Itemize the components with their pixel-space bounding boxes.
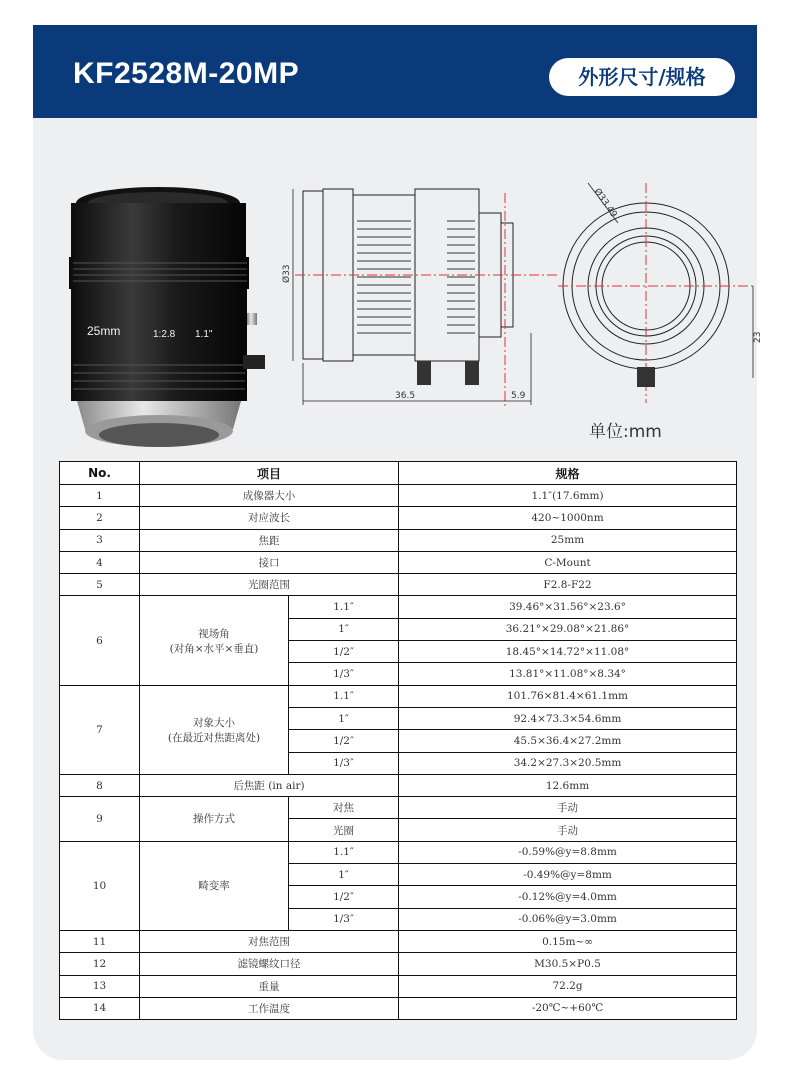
table-header-row [60,462,737,485]
row-spec: 13.81°×11.08°×8.34° [399,663,737,685]
row-sub-item: 1/3″ [289,908,399,930]
photo-aperture-text: 1:2.8 [153,329,176,340]
table-row [60,930,737,952]
table-row [60,485,737,507]
row-spec: 12.6mm [399,774,737,796]
row-item: 对焦范围 [140,930,399,952]
row-sub-item: 1/3″ [289,663,399,685]
row-spec: 0.15m~∞ [399,930,737,952]
row-sub-item: 1.1″ [289,685,399,707]
row-item [140,685,289,774]
row-number: 5 [60,574,140,596]
section-pill: 外形尺寸/规格 [549,58,735,96]
table-row [60,685,737,707]
dim-back: 5.9 [511,391,526,401]
row-sub-item: 1″ [289,707,399,729]
header-no: No. [60,462,140,485]
row-number: 12 [60,953,140,975]
table-row [60,596,737,618]
row-spec: 1.1″(17.6mm) [399,485,737,507]
row-spec: F2.8-F22 [399,574,737,596]
table-row [60,551,737,573]
product-title: KF2528M-20MP [73,57,300,90]
row-sub-item: 1/2″ [289,641,399,663]
row-item: 工作温度 [140,997,399,1019]
header-item: 项目 [140,462,399,485]
row-sub-item: 1/3″ [289,752,399,774]
row-number: 3 [60,529,140,551]
row-item: 接口 [140,551,399,573]
dim-front-diameter: Ø33.49 [591,186,619,220]
row-spec: 手动 [399,819,737,841]
photo-focal-text: 25mm [87,324,121,338]
row-spec: 25mm [399,529,737,551]
row-sub-item: 光圈 [289,819,399,841]
row-spec: -0.49%@y=8mm [399,864,737,886]
row-spec: -20℃~+60℃ [399,997,737,1019]
row-item: 重量 [140,975,399,997]
row-sub-item: 1″ [289,864,399,886]
row-item: 成像器大小 [140,485,399,507]
row-spec: M30.5×P0.5 [399,953,737,975]
spec-card [33,25,763,1060]
row-item: 对应波长 [140,507,399,529]
row-sub-item: 1.1″ [289,596,399,618]
row-number: 6 [60,596,140,685]
row-spec: -0.06%@y=3.0mm [399,908,737,930]
row-number: 13 [60,975,140,997]
front-view-drawing [558,173,773,405]
row-item-title: 畸变率 [198,880,230,893]
row-spec: 手动 [399,797,737,819]
unit-label: 单位:mm [589,422,662,442]
row-sub-item: 1.1″ [289,841,399,863]
row-sub-item: 1/2″ [289,730,399,752]
row-spec: 101.76×81.4×61.1mm [399,685,737,707]
row-number: 10 [60,841,140,930]
table-row [60,529,737,551]
row-number: 7 [60,685,140,774]
row-number: 11 [60,930,140,952]
row-item-subtitle: (对角×水平×垂直) [169,642,259,655]
row-sub-item: 1/2″ [289,886,399,908]
row-item-title: 操作方式 [193,813,235,826]
row-item-subtitle: (在最近对焦距离处) [167,731,261,744]
row-spec: 92.4×73.3×54.6mm [399,707,737,729]
table-row [60,774,737,796]
row-item: 滤镜螺纹口径 [140,953,399,975]
row-number: 4 [60,551,140,573]
row-item [140,797,289,842]
row-item-title: 对象大小 [193,716,235,729]
row-spec: C-Mount [399,551,737,573]
dim-length: 36.5 [395,391,416,401]
table-row [60,975,737,997]
table-row [60,997,737,1019]
row-item: 后焦距 (in air) [140,774,399,796]
row-item-title: 视场角 [198,627,230,640]
side-view-drawing [282,183,560,423]
row-spec: -0.12%@y=4.0mm [399,886,737,908]
table-row [60,507,737,529]
row-spec: 18.45°×14.72°×11.08° [399,641,737,663]
header-spec: 规格 [399,462,737,485]
row-number: 9 [60,797,140,842]
lens-photo [63,185,263,460]
spec-table [59,461,737,1020]
row-spec: 420~1000nm [399,507,737,529]
row-number: 8 [60,774,140,796]
row-spec: 72.2g [399,975,737,997]
row-number: 2 [60,507,140,529]
row-spec: 39.46°×31.56°×23.6° [399,596,737,618]
header-bar [33,25,757,118]
table-row [60,797,737,819]
row-spec: 36.21°×29.08°×21.86° [399,618,737,640]
row-sub-item: 1″ [289,618,399,640]
row-item [140,596,289,685]
photo-format-text: 1.1" [195,329,213,340]
table-row [60,841,737,863]
row-item: 光圈范围 [140,574,399,596]
row-item [140,841,289,930]
row-spec: 34.2×27.3×20.5mm [399,752,737,774]
table-row [60,574,737,596]
row-spec: 45.5×36.4×27.2mm [399,730,737,752]
row-item: 焦距 [140,529,399,551]
row-spec: -0.59%@y=8.8mm [399,841,737,863]
table-row [60,953,737,975]
row-number: 1 [60,485,140,507]
dim-diameter: Ø33 [282,264,292,283]
dim-height: 23 [753,331,763,343]
row-number: 14 [60,997,140,1019]
row-sub-item: 对焦 [289,797,399,819]
